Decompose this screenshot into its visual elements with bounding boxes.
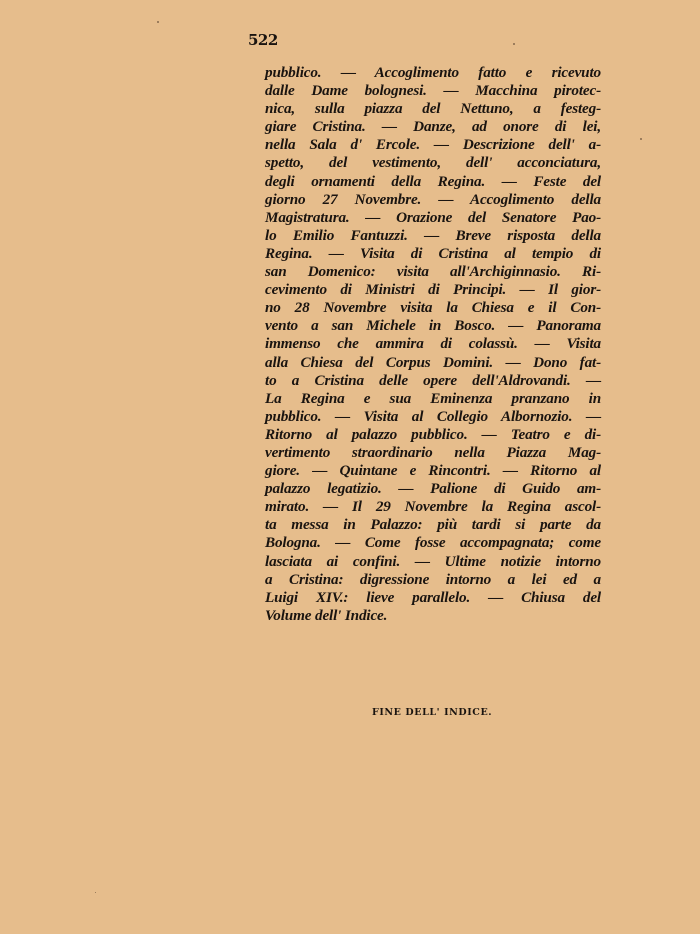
paper-speck: [640, 138, 642, 140]
text-line: san Domenico: visita all'Archiginnasio. Ri-: [265, 263, 601, 281]
text-line: pubblico. — Visita al Collegio Albornozio. —: [265, 407, 601, 425]
text-line: a Cristina: digressione intorno a lei ed a: [265, 570, 601, 588]
text-line: immenso che ammira di colassù. — Visita: [265, 335, 601, 353]
text-line: spetto, del vestimento, dell' acconciatura,: [265, 154, 601, 172]
text-line: cevimento di Ministri di Principi. — Il gior-: [265, 281, 601, 299]
text-line: Ritorno al palazzo pubblico. — Teatro e di-: [265, 425, 601, 443]
text-line: Luigi XIV.: lieve parallelo. — Chiusa del: [265, 588, 601, 606]
text-line: to a Cristina delle opere dell'Aldrovandi. —: [265, 371, 601, 389]
text-line: mirato. — Il 29 Novembre la Regina ascol-: [265, 498, 601, 516]
text-line: giare Cristina. — Danze, ad onore di lei,: [265, 118, 601, 136]
text-line: giore. — Quintane e Rincontri. — Ritorno al: [265, 462, 601, 480]
text-line: degli ornamenti della Regina. — Feste del: [265, 172, 601, 190]
text-line: Regina. — Visita di Cristina al tempio di: [265, 244, 601, 262]
text-line: lo Emilio Fantuzzi. — Breve risposta della: [265, 226, 601, 244]
paper-speck: [157, 21, 159, 23]
paper-speck: [95, 892, 96, 893]
index-text-block: [265, 64, 601, 625]
text-line: nella Sala d' Ercole. — Descrizione dell' a-: [265, 136, 601, 154]
end-of-index-mark: FINE DELL' INDICE.: [372, 707, 493, 718]
text-line: pubblico. — Accoglimento fatto e ricevuto: [265, 64, 601, 81]
text-line: giorno 27 Novembre. — Accoglimento della: [265, 190, 601, 208]
text-line: ta messa in Palazzo: più tardi si parte da: [265, 516, 601, 534]
text-line: dalle Dame bolognesi. — Macchina pirotec-: [265, 82, 601, 100]
text-line: palazzo legatizio. — Palione di Guido am-: [265, 480, 601, 498]
text-line: nica, sulla piazza del Nettuno, a festeg-: [265, 100, 601, 118]
text-line: Volume dell' Indice.: [265, 606, 388, 624]
page-number: 522: [248, 31, 278, 49]
text-line: Magistratura. — Orazione del Senatore Pao-: [265, 208, 601, 226]
text-line: Bologna. — Come fosse accompagnata; come: [265, 534, 601, 552]
text-line: La Regina e sua Eminenza pranzano in: [265, 389, 601, 407]
text-line: alla Chiesa del Corpus Domini. — Dono fat-: [265, 353, 601, 371]
paper-speck: [513, 43, 515, 45]
text-line: no 28 Novembre visita la Chiesa e il Con-: [265, 299, 601, 317]
text-line: vento a san Michele in Bosco. — Panorama: [265, 317, 601, 335]
text-line: vertimento straordinario nella Piazza Mag-: [265, 443, 601, 461]
text-line: lasciata ai confini. — Ultime notizie intorno: [265, 552, 601, 570]
